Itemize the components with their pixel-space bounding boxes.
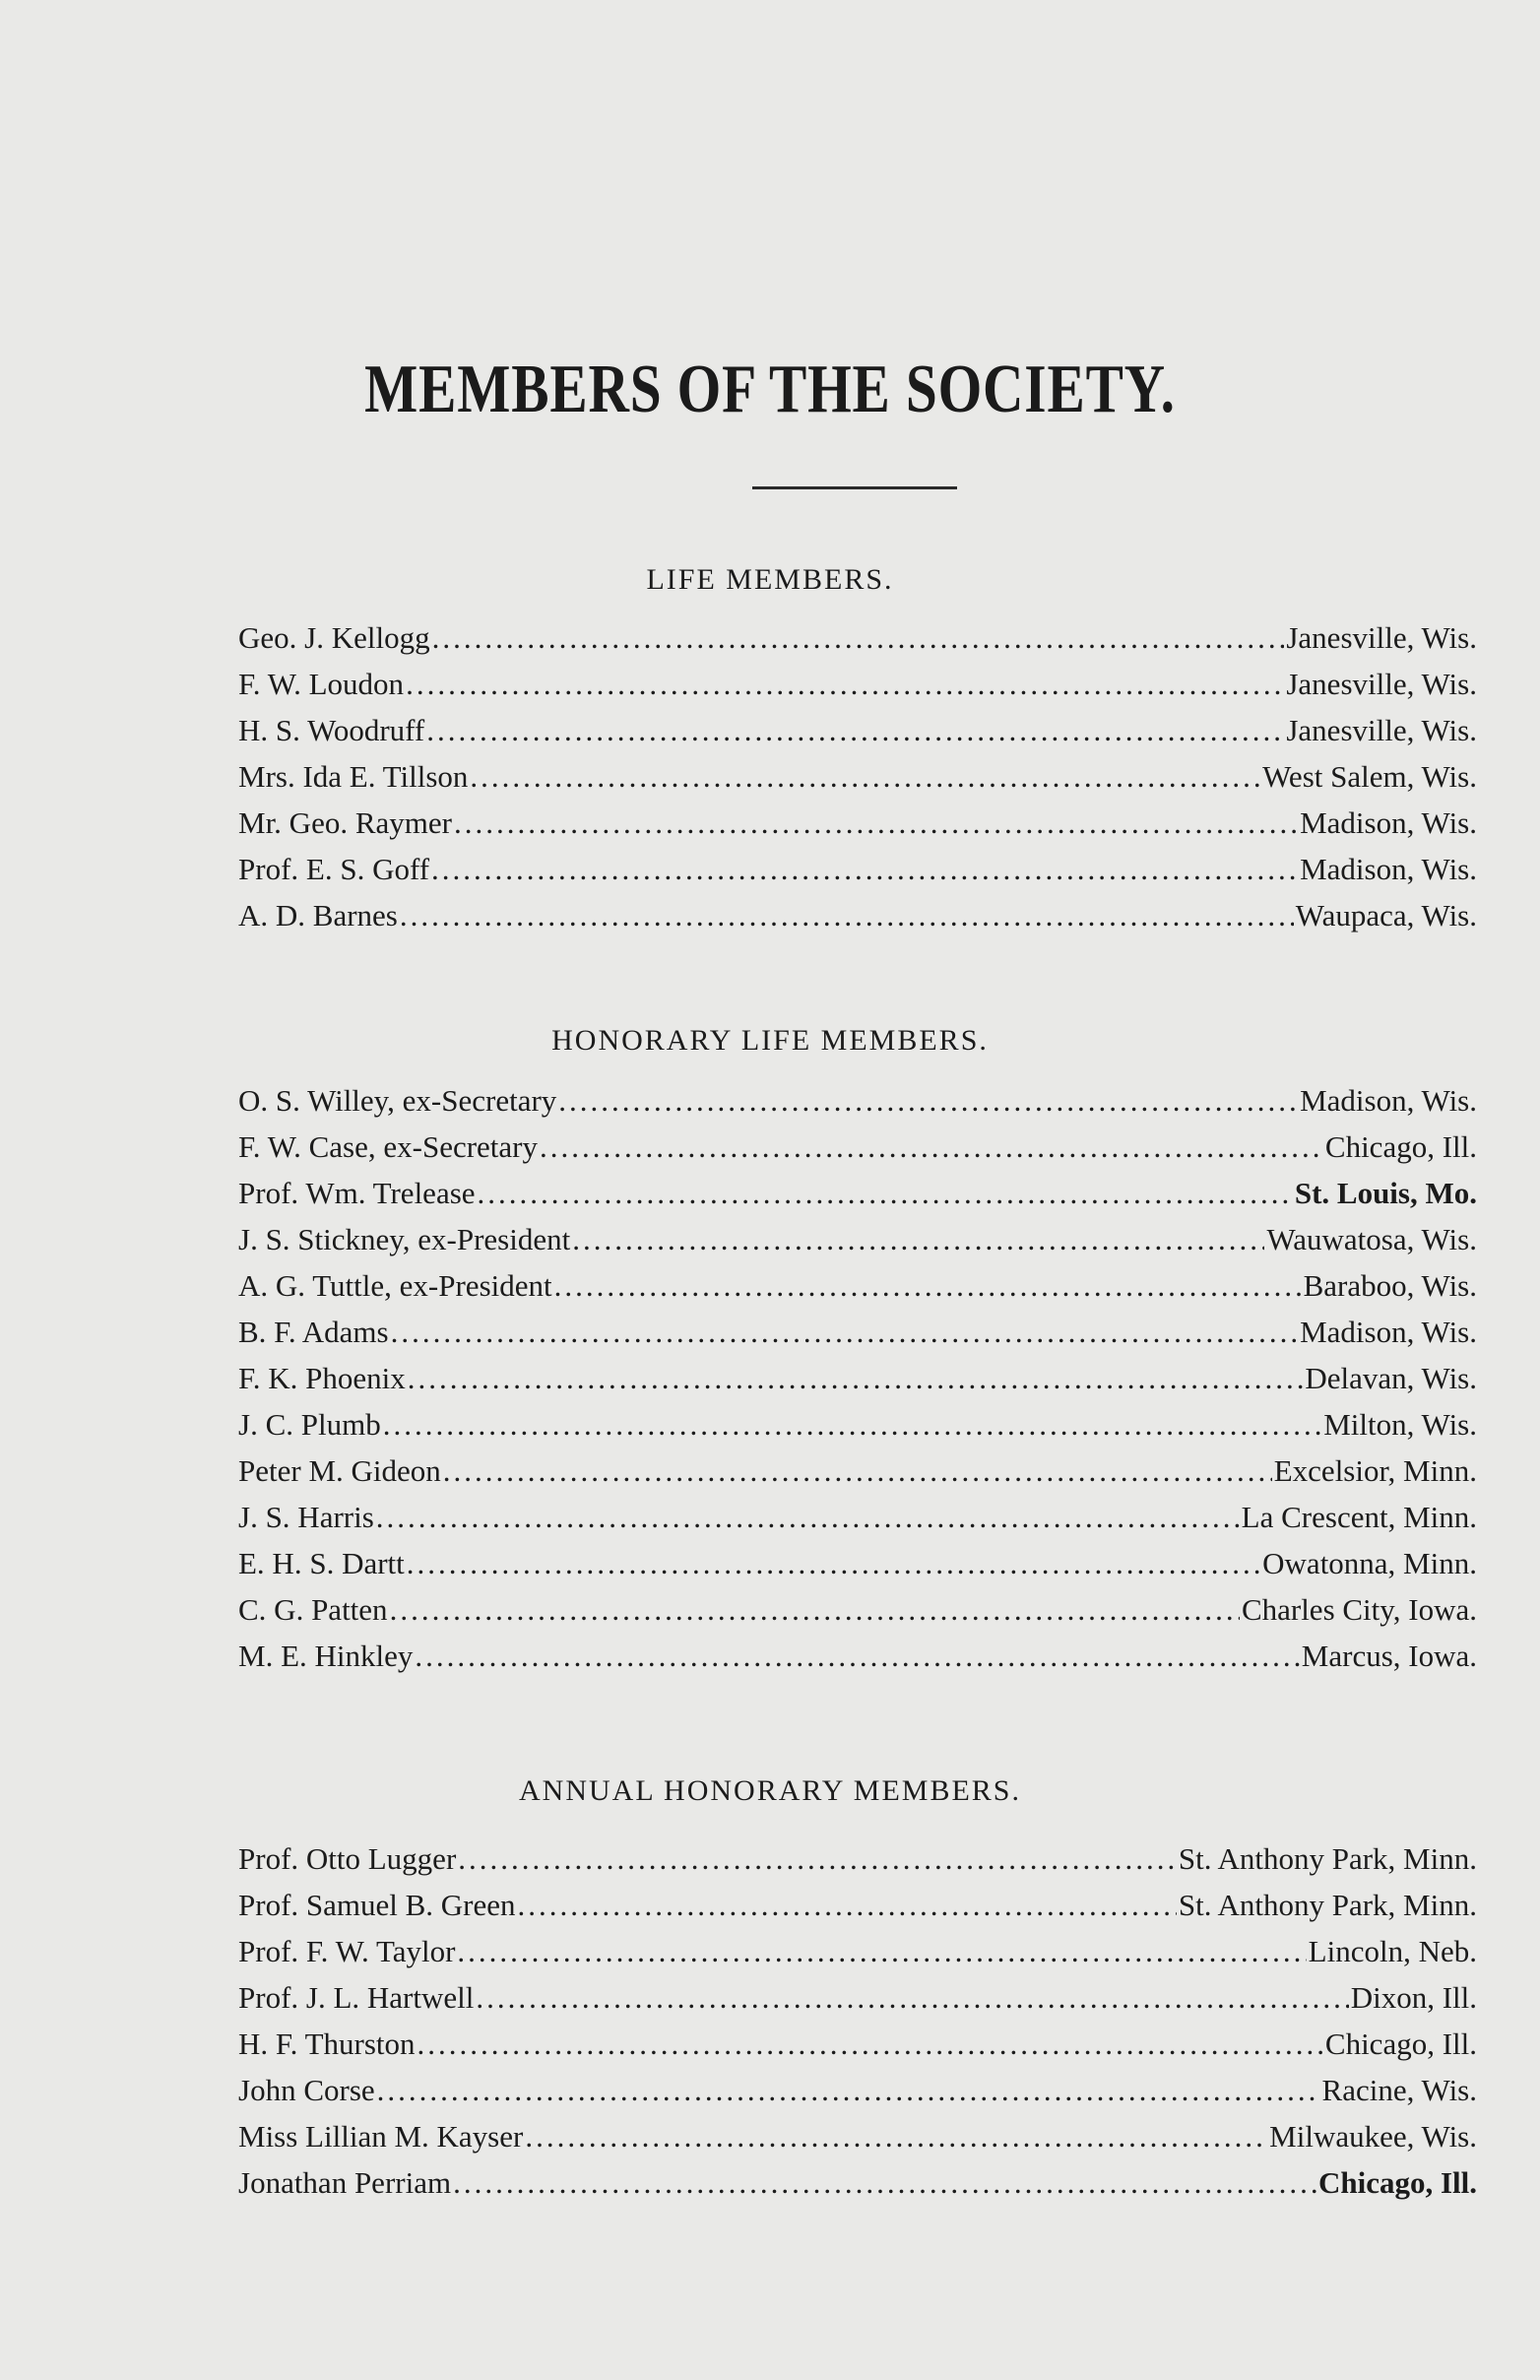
member-row	[238, 2073, 1477, 2119]
dot-leader	[407, 1546, 1260, 1581]
member-place: Milwaukee, Wis.	[1269, 2119, 1477, 2154]
life-members-list	[238, 620, 1477, 944]
member-row	[238, 1592, 1477, 1639]
member-row	[238, 1639, 1477, 1685]
dot-leader	[377, 2073, 1320, 2108]
member-row	[238, 1129, 1477, 1176]
member-place: St. Anthony Park, Minn.	[1178, 1888, 1477, 1922]
annual-honorary-members-list	[238, 1841, 1477, 2212]
member-place: Racine, Wis.	[1321, 2073, 1477, 2107]
dot-leader	[458, 1841, 1177, 1877]
dot-leader	[443, 1453, 1272, 1489]
member-name: B. F. Adams	[238, 1315, 389, 1349]
member-place: Madison, Wis.	[1300, 805, 1477, 840]
member-row	[238, 1980, 1477, 2026]
member-place: Dixon, Ill.	[1350, 1980, 1477, 2015]
member-place: St. Louis, Mo.	[1294, 1176, 1477, 1210]
dot-leader	[431, 852, 1298, 887]
dot-leader	[432, 620, 1285, 656]
member-row	[238, 1361, 1477, 1407]
dot-leader	[383, 1407, 1321, 1443]
member-name: Peter M. Gideon	[238, 1453, 441, 1488]
dot-leader	[478, 1176, 1293, 1211]
member-row	[238, 1083, 1477, 1129]
member-name: Miss Lillian M. Kayser	[238, 2119, 524, 2154]
dot-leader	[408, 1361, 1304, 1396]
member-name: Prof. Samuel B. Green	[238, 1888, 516, 1922]
member-name: A. D. Barnes	[238, 898, 398, 933]
member-row	[238, 1315, 1477, 1361]
dot-leader	[406, 667, 1284, 702]
member-place: Charles City, Iowa.	[1241, 1592, 1477, 1627]
member-name: Prof. Wm. Trelease	[238, 1176, 476, 1210]
member-place: Excelsior, Minn.	[1273, 1453, 1477, 1488]
member-place: Lincoln, Neb.	[1308, 1934, 1477, 1968]
member-name: Prof. Otto Lugger	[238, 1841, 457, 1876]
member-place: Delavan, Wis.	[1305, 1361, 1477, 1395]
member-name: F. K. Phoenix	[238, 1361, 406, 1395]
member-place: Chicago, Ill.	[1317, 2165, 1477, 2200]
member-name: Geo. J. Kellogg	[238, 620, 430, 655]
member-name: J. S. Harris	[238, 1500, 374, 1534]
member-name: M. E. Hinkley	[238, 1639, 414, 1673]
member-name: F. W. Case, ex-Secretary	[238, 1129, 538, 1164]
member-row	[238, 2026, 1477, 2073]
member-row	[238, 1268, 1477, 1315]
member-name: Prof. E. S. Goff	[238, 852, 430, 886]
section-heading-annual-honorary-members: ANNUAL HONORARY MEMBERS.	[519, 1774, 1021, 1807]
member-name: Jonathan Perriam	[238, 2165, 452, 2200]
dot-leader	[453, 2165, 1316, 2201]
member-row	[238, 852, 1477, 898]
page-title: MEMBERS OF THE SOCIETY.	[364, 352, 1176, 427]
member-place: Janesville, Wis.	[1286, 667, 1477, 701]
member-row	[238, 2165, 1477, 2212]
member-row	[238, 759, 1477, 805]
dot-leader	[426, 713, 1284, 748]
dot-leader	[554, 1268, 1302, 1304]
dot-leader	[400, 898, 1294, 933]
member-row	[238, 1453, 1477, 1500]
member-place: Wauwatosa, Wis.	[1266, 1222, 1477, 1256]
member-place: St. Anthony Park, Minn.	[1178, 1841, 1477, 1876]
member-name: Prof. J. L. Hartwell	[238, 1980, 475, 2015]
member-place: Milton, Wis.	[1323, 1407, 1477, 1442]
member-row	[238, 1546, 1477, 1592]
dot-leader	[525, 2119, 1267, 2155]
member-row	[238, 1222, 1477, 1268]
dot-leader	[415, 1639, 1299, 1674]
member-place: West Salem, Wis.	[1262, 759, 1477, 794]
member-place: Baraboo, Wis.	[1303, 1268, 1477, 1303]
dot-leader	[417, 2026, 1323, 2062]
dot-leader	[390, 1592, 1240, 1628]
member-place: Owatonna, Minn.	[1262, 1546, 1477, 1580]
member-place: Madison, Wis.	[1300, 1083, 1477, 1118]
dot-leader	[476, 1980, 1348, 2016]
member-row	[238, 805, 1477, 852]
member-name: J. C. Plumb	[238, 1407, 381, 1442]
member-row	[238, 1176, 1477, 1222]
member-row	[238, 1500, 1477, 1546]
member-name: A. G. Tuttle, ex-President	[238, 1268, 552, 1303]
member-place: La Crescent, Minn.	[1241, 1500, 1477, 1534]
member-name: C. G. Patten	[238, 1592, 388, 1627]
member-place: Chicago, Ill.	[1324, 2026, 1477, 2061]
member-place: Madison, Wis.	[1300, 1315, 1477, 1349]
dot-leader	[470, 759, 1260, 795]
title-rule	[752, 486, 957, 489]
member-name: Prof. F. W. Taylor	[238, 1934, 456, 1968]
member-row	[238, 1888, 1477, 1934]
member-place: Marcus, Iowa.	[1301, 1639, 1477, 1673]
member-row	[238, 1407, 1477, 1453]
dot-leader	[457, 1934, 1306, 1969]
member-row	[238, 1841, 1477, 1888]
dot-leader	[454, 805, 1298, 841]
member-name: J. S. Stickney, ex-President	[238, 1222, 571, 1256]
member-row	[238, 898, 1477, 944]
member-row	[238, 713, 1477, 759]
member-row	[238, 620, 1477, 667]
member-name: O. S. Willey, ex-Secretary	[238, 1083, 557, 1118]
member-row	[238, 1934, 1477, 1980]
member-row	[238, 667, 1477, 713]
section-heading-life-members: LIFE MEMBERS.	[646, 563, 894, 596]
member-place: Madison, Wis.	[1300, 852, 1477, 886]
member-name: E. H. S. Dartt	[238, 1546, 405, 1580]
dot-leader	[391, 1315, 1299, 1350]
member-place: Chicago, Ill.	[1324, 1129, 1477, 1164]
member-name: John Corse	[238, 2073, 375, 2107]
dot-leader	[376, 1500, 1240, 1535]
dot-leader	[572, 1222, 1264, 1257]
member-name: H. F. Thurston	[238, 2026, 416, 2061]
dot-leader	[558, 1083, 1298, 1119]
honorary-life-members-list	[238, 1083, 1477, 1685]
member-place: Janesville, Wis.	[1286, 713, 1477, 747]
member-name: F. W. Loudon	[238, 667, 405, 701]
member-name: Mrs. Ida E. Tillson	[238, 759, 469, 794]
member-place: Waupaca, Wis.	[1295, 898, 1477, 933]
member-row	[238, 2119, 1477, 2165]
member-name: H. S. Woodruff	[238, 713, 425, 747]
dot-leader	[518, 1888, 1177, 1923]
member-name: Mr. Geo. Raymer	[238, 805, 452, 840]
dot-leader	[540, 1129, 1323, 1165]
section-heading-honorary-life-members: HONORARY LIFE MEMBERS.	[551, 1024, 989, 1057]
member-place: Janesville, Wis.	[1286, 620, 1477, 655]
